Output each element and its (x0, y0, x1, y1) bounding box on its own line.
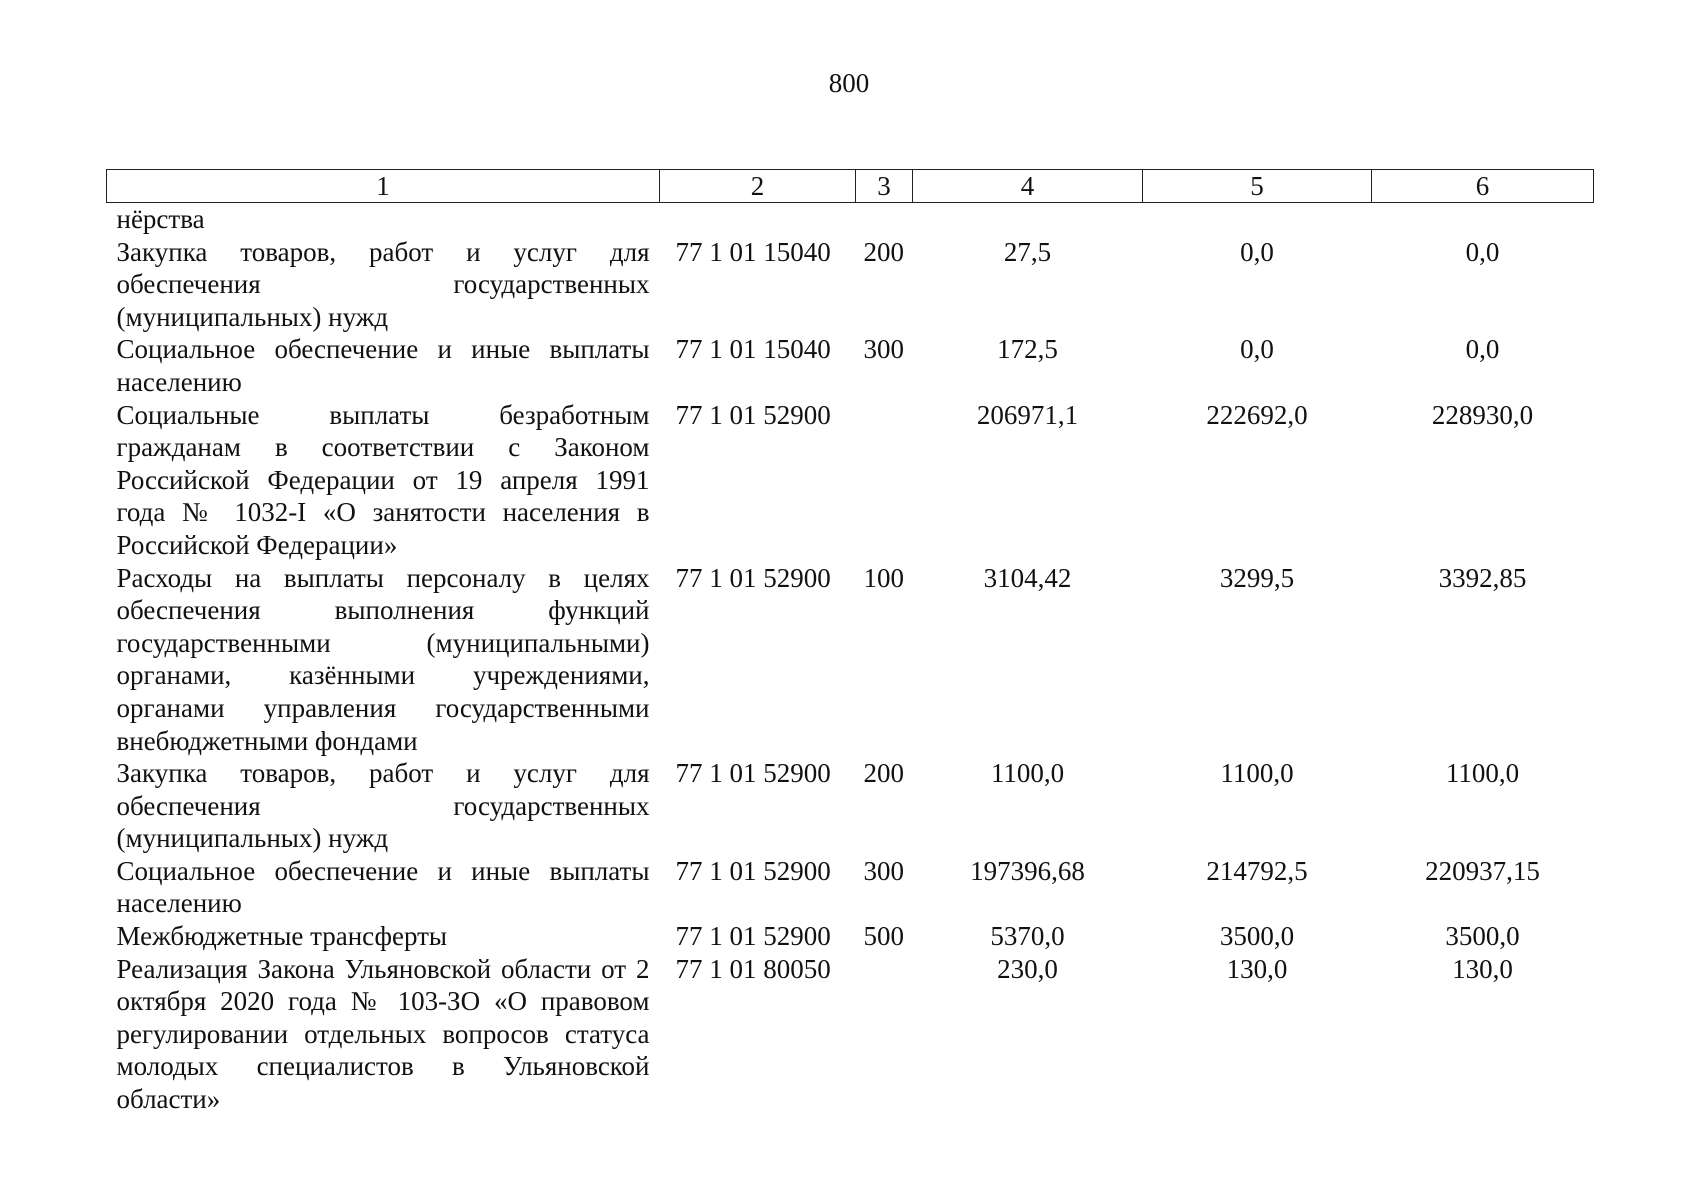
row-name: Социальное обеспечение и иные выплаты населению (116, 855, 650, 919)
row-value-5: 130,0 (1226, 953, 1288, 984)
table-row (107, 333, 1594, 398)
row-value-6: 220937,15 (1425, 855, 1540, 886)
row-value-6: 1100,0 (1445, 758, 1520, 789)
column-header-1: 1 (107, 170, 660, 203)
row-name: нёрства (116, 204, 205, 234)
row-code (660, 203, 856, 236)
row-name: Социальное обеспечение и иные выплаты населению (116, 334, 650, 397)
column-header-6: 6 (1372, 170, 1594, 203)
row-value-6: 130,0 (1452, 953, 1513, 984)
row-name: Закупка товаров, работ и услуг для обеспечения государственных (муниципальных) нужд (116, 236, 650, 332)
row-code: 77 1 01 80050 (675, 953, 831, 984)
row-value-5: 222692,0 (1206, 399, 1308, 430)
row-kind: 200 (863, 236, 904, 267)
table-row (107, 562, 1594, 758)
row-value-6: 0,0 (1465, 236, 1500, 267)
row-kind: 300 (863, 855, 904, 886)
row-name: Закупка товаров, работ и услуг для обеспечения государственных (муниципальных) нужд (116, 758, 650, 854)
row-value-5: 3299,5 (1219, 562, 1295, 593)
column-header-4: 4 (913, 170, 1143, 203)
row-code: 77 1 01 52900 (675, 855, 831, 886)
table-body (107, 203, 1594, 1116)
table-row (107, 953, 1594, 1116)
row-value-6: 228930,0 (1431, 399, 1534, 430)
row-name: Реализация Закона Ульяновской области от 2 октября 2020 года № 103-ЗО «О правовом регулировании отдельных вопросов статуса молодых специалистов в Ульяновской области» (116, 953, 650, 1115)
table-row (107, 757, 1594, 855)
row-value-6: 3500,0 (1445, 921, 1520, 952)
table-row (107, 920, 1594, 953)
budget-table (106, 169, 1594, 1116)
row-kind: 200 (863, 758, 904, 789)
row-code: 77 1 01 15040 (675, 334, 831, 365)
row-code: 77 1 01 52900 (675, 758, 831, 789)
row-kind (856, 399, 913, 562)
table-row (107, 236, 1594, 334)
row-value-5: 0,0 (1240, 236, 1274, 267)
row-value-4: 197396,68 (970, 855, 1085, 886)
row-code: 77 1 01 15040 (675, 236, 831, 267)
row-value-5: 3500,0 (1219, 921, 1295, 952)
row-name: Социальные выплаты безработным гражданам в соответствии с Законом Российской Федерации от 19 апреля 1991 года № 1032-I «О занятости населения в Российской Федерации» (116, 399, 650, 560)
row-value-5: 214792,5 (1206, 855, 1308, 886)
row-name: Расходы на выплаты персоналу в целях обеспечения выполнения функций государственными (муниципальными) органами, казёнными учреждениями, органами управления государственными внебюджетными фондами (116, 562, 650, 756)
row-value-5: 0,0 (1240, 334, 1274, 365)
column-header-3: 3 (856, 170, 913, 203)
row-value-4: 1100,0 (990, 758, 1065, 789)
table-row (107, 203, 1594, 236)
row-kind: 500 (863, 921, 904, 952)
header-row (107, 170, 1594, 203)
row-value-4: 3104,42 (983, 562, 1072, 593)
row-value-4: 206971,1 (976, 399, 1079, 430)
row-kind: 300 (863, 334, 904, 365)
row-value-4: 27,5 (1003, 236, 1052, 267)
row-value-4: 172,5 (997, 334, 1058, 365)
row-value-6 (1372, 203, 1594, 236)
row-value-5: 1100,0 (1220, 758, 1294, 789)
table-row (107, 855, 1594, 920)
row-value-5 (1143, 203, 1372, 236)
column-header-5: 5 (1143, 170, 1372, 203)
row-value-4: 230,0 (997, 953, 1058, 984)
page-number: 800 (828, 68, 870, 98)
row-value-6: 0,0 (1465, 334, 1500, 365)
row-value-6: 3392,85 (1438, 562, 1527, 593)
row-code: 77 1 01 52900 (675, 921, 831, 952)
row-kind (856, 953, 913, 1116)
table-header (107, 170, 1594, 203)
row-value-4: 5370,0 (990, 921, 1065, 952)
row-code: 77 1 01 52900 (675, 399, 831, 430)
row-kind (856, 203, 913, 236)
row-kind: 100 (863, 562, 904, 593)
row-name: Межбюджетные трансферты (116, 921, 448, 952)
table-row (107, 399, 1594, 562)
column-header-2: 2 (660, 170, 856, 203)
row-value-4 (913, 203, 1143, 236)
row-code: 77 1 01 52900 (675, 562, 831, 593)
